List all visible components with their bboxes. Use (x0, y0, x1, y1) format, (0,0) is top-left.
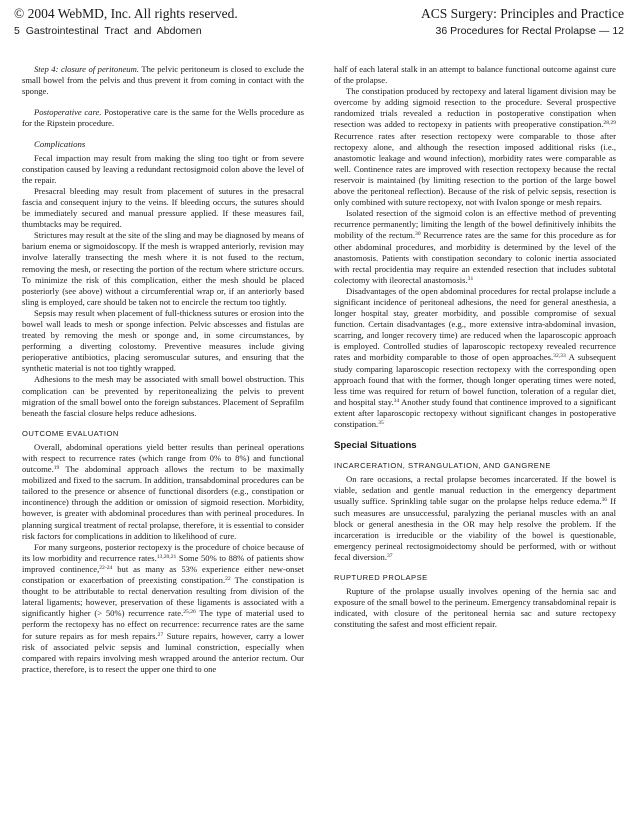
postop-lead: Postoperative care. (34, 107, 102, 118)
section-title: 5 Gastrointestinal Tract and Abdomen (14, 25, 202, 37)
paragraph-incarceration (334, 474, 616, 563)
text-run: Recurrence rates after resection rectopexy were comparable to those after rectopexy alone, and although the resection imposed additional risks (i.e., anastomotic leakage and wound infection), morbidity rates were comparable as well. Continence rates are improved with resection rectopexy because the rectal reservoir is maintained (by limiting resection to the portion of the large bowel above the peritoneal reflection). Because of the risk of pelvic sepsis, resection is only combined with suture rectopexy, not with Ivalon sponge or mesh repairs. (334, 130, 616, 208)
outcome-evaluation-heading: OUTCOME EVALUATION (22, 428, 119, 438)
text-run: Recurrence rates are the same for this procedure as for other abdominal procedures, and morbidity is determined by the level of the anastomosis. Patients with constipation secondary to colonic inertia associated with rectal procidentia may require an extended resection that includes subtotal colectomy with ileorectal anastomosis. (334, 230, 616, 285)
text-run: For many surgeons, posterior rectopexy is the procedure of choice because of its low morbidity and recurrence rates. (22, 541, 304, 563)
paragraph-posterior-rectopexy (22, 542, 304, 675)
reference-marker: 32,33 (553, 353, 566, 360)
text-run: A subsequent study comparing laparoscopic resection rectopexy with the corresponding open approach found that with the former, though longer operating times were noted, less time was required for return of bowel function, toleration of a regular diet, and hospital stay. (334, 352, 616, 407)
reference-marker: 31 (467, 275, 474, 282)
paragraph-sigmoid-resection (334, 86, 616, 208)
paragraph-postop (22, 107, 304, 129)
reference-marker: 30 (415, 231, 421, 238)
text-run: The constipation produced by rectopexy and lateral ligament division may be overcome by adding sigmoid resection to the procedure. Several prospective randomized trials revealed a reduction in postoperative constipation when resection was added to rectopexy in patients with preoperative constipation. (334, 86, 616, 130)
text-run: Isolated resection of the sigmoid colon is an effective method of preventing recurrence permanently; limiting the length of the bowel definitively inhibits the mobility of the rectum. (334, 208, 616, 241)
reference-marker: 22-24 (99, 564, 113, 571)
article-body (22, 64, 616, 819)
step4-lead: Step 4: closure of peritoneum. (34, 64, 139, 74)
right-column (334, 64, 616, 631)
text-run: Overall, abdominal operations yield better results than perineal operations with respect to recurrence rates (which range from 0% to 8%) and functional outcome. (22, 441, 304, 475)
paragraph-overall-outcome (22, 442, 304, 542)
reference-marker: 19 (53, 465, 60, 472)
complications-heading: Complications (34, 139, 86, 150)
paragraph-sepsis: Sepsis may result when placement of full-thickness sutures or erosion into the bowel wall leads to mesh or sponge infection. Pelvic abscesses and fistulas are treated by removing the mesh or sponge and, in some circumstances, by performing a diverting colostomy. Preventive measures include giving perioperative antibiotics, placing seromuscular sutures, and ensuring that the synthetic material is not too tightly wrapped. (22, 307, 304, 374)
postop-text: Postoperative care is the same for the Wells procedure as for the Ripstein procedure. (22, 107, 304, 129)
paragraph-isolated-resection (334, 208, 616, 286)
text-run: The abdominal approach allows the rectum to be maximally mobilized and fixed to the sacrum. In addition, transabdominal procedures can be tailored to the presence or absence of functional disorders (e.g., constipation or incontinence) through the addition or omission of sigmoid resection. Morbidity, however, is greater with abdominal procedures than with perineal procedures. In planning surgical treatment of rectal prolapse, therefore, it is essential to consider risk factors for complications in addition to likelihood of cure. (22, 464, 304, 541)
text-run: If such measures are unsuccessful, paralyzing the perianal muscles with an anal block or general anesthesia in the OR may help resolve the problem. If the incarceration is irreducible or the viability of the bowel is questionable, emergency perineal rectosigmoidectomy should be performed, with or without fecal diversion. (334, 496, 617, 562)
paragraph-strictures: Strictures may result at the site of the sling and may be diagnosed by means of barium enema or sigmoidoscopy. If the mesh is wrapped anteriorly, revision may involve laterally transecting the mesh where it is not fused to the rectum, removing the mesh, or resecting the portion of the rectum where stricture occurs. To minimize the risk of this complication, either the mesh should be placed posteriorly (see above) without a circumferential wrap or, if an anteriorly based sling is employed, care should be taken not to encircle the rectum too tightly. (22, 230, 304, 307)
reference-marker: 34 (393, 397, 400, 404)
reference-marker: 25,26 (183, 609, 196, 616)
reference-marker: 28,29 (603, 120, 616, 127)
text-run: Disadvantages of the open abdominal procedures for rectal prolapse include a significant incidence of peritoneal adhesions, the need for general anesthesia, a longer hospital stay, greater morbidity, and possible compromise of sexual function. Certain disadvantages (e.g., more extensive intra-abdominal invasion, scarring, and longer recovery time) are reduced when the laparoscopic approach is employed. Controlled studies of laparoscopic rectopexy revealed recurrence rates and morbidity comparable to those of open approaches. (334, 285, 616, 363)
left-column (22, 64, 304, 675)
chapter-title: 36 Procedures for Rectal Prolapse — 12 (435, 25, 624, 37)
reference-marker: 22 (225, 576, 231, 583)
incarceration-heading: INCARCERATION, STRANGULATION, AND GANGRENE (334, 461, 551, 471)
reference-marker: 37 (386, 552, 393, 559)
step4-text: The pelvic peritoneum is closed to exclude the small bowel from the pelvis and thus prevent it from coming in contact with the sponge. (22, 64, 304, 97)
paragraph-lateral-stalk: half of each lateral stalk in an attempt to balance functional outcome against cure of the prolapse. (334, 64, 616, 86)
reference-marker: 13,20,21 (156, 553, 177, 560)
text-run: The type of material used to perform the rectopexy has no effect on recurrence: recurrence rates are the same for suture repairs as for mesh repairs. (22, 608, 304, 641)
reference-marker: 36 (601, 497, 608, 504)
paragraph-ruptured-prolapse: Rupture of the prolapse usually involves opening of the hernia sac and exposure of the small bowel to the perineum. Emergency transabdominal repair is indicated, with closure of the peritoneal hernia sac and suture rectopexy constituting the safest and most efficient repair. (334, 586, 616, 630)
text-run: Some 50% to 88% of patients show improved continence, (22, 552, 304, 574)
paragraph-presacral-bleeding: Presacral bleeding may result from placement of sutures in the presacral fascia and consequent injury to the veins. If bleeding occurs, the sutures should be immediately secured and manual pressure applied. If these measures fail, thumbtacks may be required. (22, 185, 304, 230)
copyright-notice: © 2004 WebMD, Inc. All rights reserved. (14, 6, 238, 21)
text-run: Suture repairs, however, carry a lower risk of associated pelvic sepsis and luminal constriction, especially when compared with repairs involving mesh wrapped around the anterior rectum. Our practice, therefore, is to resect the upper one third to one (22, 630, 304, 674)
ruptured-prolapse-heading: RUPTURED PROLAPSE (334, 573, 428, 583)
paragraph-disadvantages (334, 286, 616, 430)
text-run: Another study found that continence improved to a significant extent after laparoscopic rectopexy without significant changes in postoperative constipation. (334, 396, 616, 429)
paragraph-adhesions: Adhesions to the mesh may be associated with small bowel obstruction. This complication can be prevented by reperitonealizing the pelvis to prevent migration of the small bowel onto the foreign substances. Placement of Seprafilm beneath the fascial closure helps reduce adhesions. (22, 374, 304, 418)
reference-marker: 35 (378, 420, 384, 426)
paragraph-fecal-impaction: Fecal impaction may result from making the sling too tight or from severe constipation caused by leaving a redundant rectosigmoid colon above the level of the repair. (22, 152, 304, 185)
book-title: ACS Surgery: Principles and Practice (421, 6, 624, 21)
reference-marker: 27 (157, 631, 164, 638)
paragraph-step4 (22, 64, 304, 97)
page-header (14, 6, 624, 56)
special-situations-heading: Special Situations (334, 440, 417, 452)
text-run: The constipation is thought to be attributable to rectal denervation resulting from division of the lateral ligaments; however, preservation of these ligaments is associated with a significantly higher (> 50%) recurrence rate. (22, 575, 304, 619)
text-run: On rare occasions, a rectal prolapse becomes incarcerated. If the bowel is viable, sedation and gentle manual reduction in the emergency department usually suffice. Sprinkling table sugar on the prolapse helps reduce edema. (334, 474, 616, 507)
text-run: but as many as 53% experience either new-onset constipation or exacerbation of preexisting constipation. (22, 563, 305, 586)
